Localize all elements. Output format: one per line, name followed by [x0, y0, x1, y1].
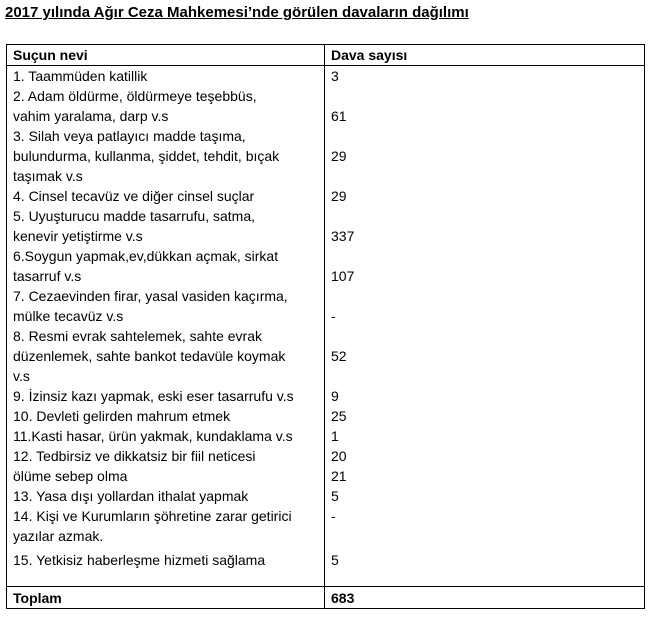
spacer-row — [7, 570, 645, 587]
table-row — [7, 126, 645, 186]
case-count-cell: 5 — [325, 486, 645, 506]
table-row — [7, 446, 645, 466]
case-count-cell: 61 — [325, 86, 645, 126]
total-row — [7, 587, 645, 609]
case-count-cell: 9 — [325, 386, 645, 406]
crime-type-cell: 9. İzinsiz kazı yapmak, eski eser tasarrufu v.s — [7, 386, 325, 406]
crime-type-cell: 8. Resmi evrak sahtelemek, sahte evrak düzenlemek, sahte bankot tedavüle koymak v.s — [7, 326, 325, 386]
table-row — [7, 386, 645, 406]
case-count-cell: 29 — [325, 186, 645, 206]
table-row — [7, 186, 645, 206]
case-count-cell: 20 — [325, 446, 645, 466]
case-count-cell: - — [325, 506, 645, 546]
crime-type-cell: 6.Soygun yapmak,ev,dükkan açmak, sirkat tasarruf v.s — [7, 246, 325, 286]
crime-type-cell: 14. Kişi ve Kurumların şöhretine zarar getirici yazılar azmak. — [7, 506, 325, 546]
column-header-case-count: Dava sayısı — [325, 45, 645, 66]
table-row — [7, 406, 645, 426]
total-label: Toplam — [7, 587, 325, 609]
table-header-row — [7, 45, 645, 66]
crime-type-cell: 7. Cezaevinden firar, yasal vasiden kaçırma, mülke tecavüz v.s — [7, 286, 325, 326]
crime-type-cell: 4. Cinsel tecavüz ve diğer cinsel suçlar — [7, 186, 325, 206]
crime-type-cell: 5. Uyuşturucu madde tasarrufu, satma, kenevir yetiştirme v.s — [7, 206, 325, 246]
table-row — [7, 286, 645, 326]
case-count-cell: - — [325, 286, 645, 326]
case-count-cell: 107 — [325, 246, 645, 286]
column-header-crime-type: Suçun nevi — [7, 45, 325, 66]
table-row — [7, 86, 645, 126]
document-title: 2017 yılında Ağır Ceza Mahkemesi’nde görülen davaların dağılımı — [5, 4, 469, 21]
case-count-cell: 5 — [325, 546, 645, 570]
table-row — [7, 426, 645, 446]
case-distribution-table — [6, 44, 645, 609]
case-count-cell: 52 — [325, 326, 645, 386]
case-count-cell: 21 — [325, 466, 645, 486]
table-row — [7, 546, 645, 570]
crime-type-cell: ölüme sebep olma — [7, 466, 325, 486]
crime-type-cell: 10. Devleti gelirden mahrum etmek — [7, 406, 325, 426]
table-row — [7, 466, 645, 486]
case-count-cell: 3 — [325, 66, 645, 87]
crime-type-cell: 2. Adam öldürme, öldürmeye teşebbüs, vahim yaralama, darp v.s — [7, 86, 325, 126]
case-count-cell: 337 — [325, 206, 645, 246]
total-value: 683 — [325, 587, 645, 609]
crime-type-cell: 3. Silah veya patlayıcı madde taşıma, bulundurma, kullanma, şiddet, tehdit, bıçak taşımak v.s — [7, 126, 325, 186]
table-row — [7, 326, 645, 386]
case-count-cell: 1 — [325, 426, 645, 446]
crime-type-cell: 11.Kasti hasar, ürün yakmak, kundaklama v.s — [7, 426, 325, 446]
table-row — [7, 486, 645, 506]
case-count-cell: 29 — [325, 126, 645, 186]
table-row — [7, 206, 645, 246]
crime-type-cell: 1. Taammüden katillik — [7, 66, 325, 87]
case-count-cell: 25 — [325, 406, 645, 426]
crime-type-cell: 13. Yasa dışı yollardan ithalat yapmak — [7, 486, 325, 506]
crime-type-cell: 12. Tedbirsiz ve dikkatsiz bir fiil neticesi — [7, 446, 325, 466]
crime-type-cell: 15. Yetkisiz haberleşme hizmeti sağlama — [7, 546, 325, 570]
table-row — [7, 506, 645, 546]
table-row — [7, 246, 645, 286]
table-row — [7, 66, 645, 87]
